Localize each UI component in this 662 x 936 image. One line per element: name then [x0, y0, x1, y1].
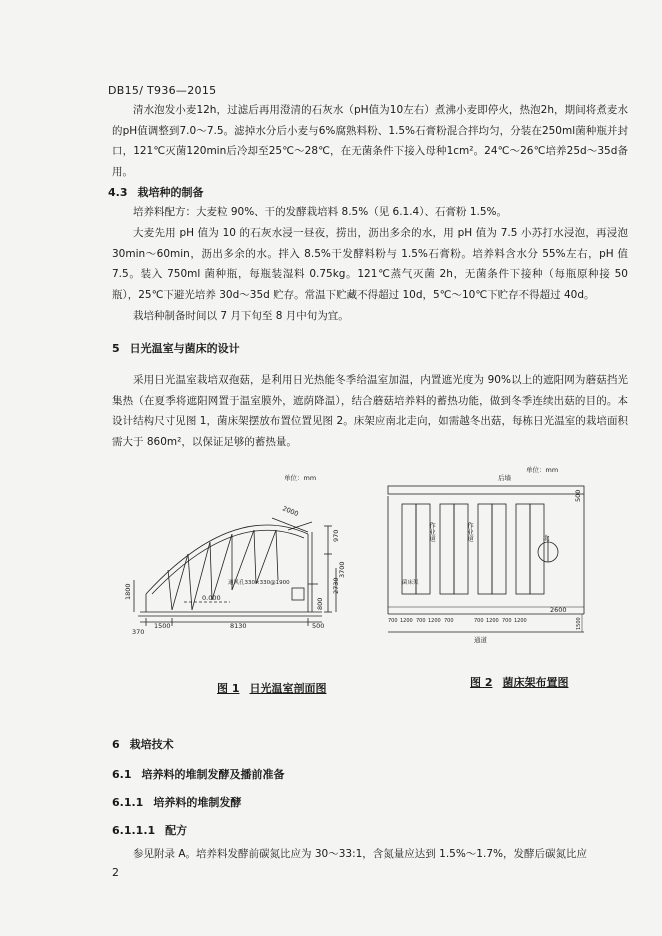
fig2-dim-bottom-7: 1200: [486, 618, 499, 624]
fig2-dim-500: 500: [574, 489, 582, 502]
doc-code-header: DB15/ T936—2015: [108, 84, 217, 97]
fig1-dim-8130: 8130: [230, 622, 247, 630]
fig2-dim-2600: 2600: [550, 606, 567, 614]
figure-1-caption: 图 1 日光温室剖面图: [217, 682, 327, 695]
fig2-dim-bottom-6: 700: [474, 618, 484, 624]
fig2-dim-bottom-5: 700: [444, 618, 454, 624]
page-number: 2: [112, 866, 119, 879]
fig2-dim-bottom-3: 700: [416, 618, 426, 624]
fig2-unit-label: 单位：mm: [526, 466, 559, 474]
paragraph-formula: 培养料配方：大麦粒 90%、干的发酵栽培料 8.5%（见 6.1.4）、石膏粉 1.5%。: [133, 206, 508, 218]
fig2-dim-bottom-2: 1200: [400, 618, 413, 624]
heading-6: 6 栽培技术: [112, 738, 174, 751]
paragraph-barley-process: 大麦先用 pH 值为 10 的石灰水浸一昼夜，捞出，沥出多余的水，用 pH 值为 7.5 小苏打水浸泡，再浸泡 30min～60min，沥出多余的水。拌入 8.5%干发酵料粉与 1.5%石膏粉。培养料含水分 55%左右，pH 值 7.5。装入 750ml 菌种瓶，每瓶装湿料 0.75kg。121℃蒸气灭菌 2h，无菌条件下接种（每瓶原种接 50 瓶），25℃下避光培养 30d～35d 贮存。常温下贮藏不得超过 10d，5℃～10℃下贮存不得超过 40d。: [112, 227, 628, 301]
fig2-north-label: 北: [543, 534, 550, 542]
fig1-dim-500: 500: [312, 622, 325, 630]
fig2-dim-bottom-8: 700: [502, 618, 512, 624]
fig2-dim-1500: 1500: [576, 617, 582, 630]
heading-4-3: 4.3 栽培种的制备: [108, 186, 204, 199]
fig1-dim-2730: 2730: [332, 577, 340, 594]
fig1-dim-1500: 1500: [154, 622, 171, 630]
greenhouse-section-drawing: [112, 470, 362, 640]
fig1-vent-label: 通风孔330×330@1900: [228, 580, 290, 586]
fig2-aisle-1: 作业道: [428, 522, 436, 542]
fig1-dim-0000: 0.000: [202, 594, 221, 602]
paragraph-wheat-soak: 清水泡发小麦12h，过滤后再用澄清的石灰水（pH值为10左右）煮沸小麦即停火，热泡2h，期间将煮麦水的pH值调整到7.0～7.5。滤掉水分后小麦与6%腐熟料粉、1.5%石膏粉混合拌均匀，分装在250ml菌种瓶并封口，121℃灭菌120min后冷却至25℃～28℃，在无菌条件下接入母种1cm²。24℃～26℃培养25d～35d备用。: [112, 104, 628, 178]
fig2-bed-label: 菌床架: [402, 580, 419, 586]
fig2-dim-bottom-4: 1200: [428, 618, 441, 624]
fig1-dim-370: 370: [132, 628, 145, 636]
fig2-road-label: 通道: [474, 636, 487, 644]
fig1-dim-800: 800: [316, 597, 324, 610]
fig1-dim-970: 970: [332, 529, 340, 542]
heading-6-1-1-1: 6.1.1.1 配方: [112, 824, 188, 837]
fig1-dim-3700: 3700: [338, 561, 346, 578]
paragraph-formula-ratio: 参见附录 A。培养料发酵前碳氮比应为 30～33:1，含氮量应达到 1.5%～1.7%，发酵后碳氮比应: [133, 848, 587, 860]
heading-5: 5 日光温室与菌床的设计: [112, 342, 240, 355]
heading-6-1: 6.1 培养料的堆制发酵及播前准备: [112, 768, 285, 781]
fig1-dim-1800: 1800: [124, 583, 132, 600]
heading-6-1-1: 6.1.1 培养料的堆制发酵: [112, 796, 242, 809]
fig2-dim-bottom-1: 700: [388, 618, 398, 624]
fig2-rear-wall-label: 后墙: [498, 474, 511, 482]
fig2-aisle-2: 作业道: [466, 522, 474, 542]
paragraph-timing: 栽培种制备时间以 7 月下旬至 8 月中旬为宜。: [133, 310, 349, 322]
paragraph-greenhouse-design: 采用日光温室栽培双孢菇，是利用日光热能冬季给温室加温，内置遮光度为 90%以上的遮阳网为蘑菇挡光集热（在夏季将遮阳网置于温室膜外，遮荫降温），结合蘑菇培养料的蓄热功能，做到冬季连续出菇的目的。本设计结构尺寸见图 1，菌床架摆放布置位置见图 2。床架应南北走向，如需越冬出菇，每栋日光温室的栽培面积需大于 860m²，以保证足够的蓄热量。: [112, 374, 628, 448]
mushroom-bed-layout-drawing: [374, 462, 594, 652]
figure-2-caption: 图 2 菌床架布置图: [470, 676, 569, 689]
fig1-dim-2000: 2000: [281, 504, 300, 519]
fig1-unit-label: 单位：mm: [284, 474, 317, 482]
fig2-dim-bottom-9: 1200: [514, 618, 527, 624]
